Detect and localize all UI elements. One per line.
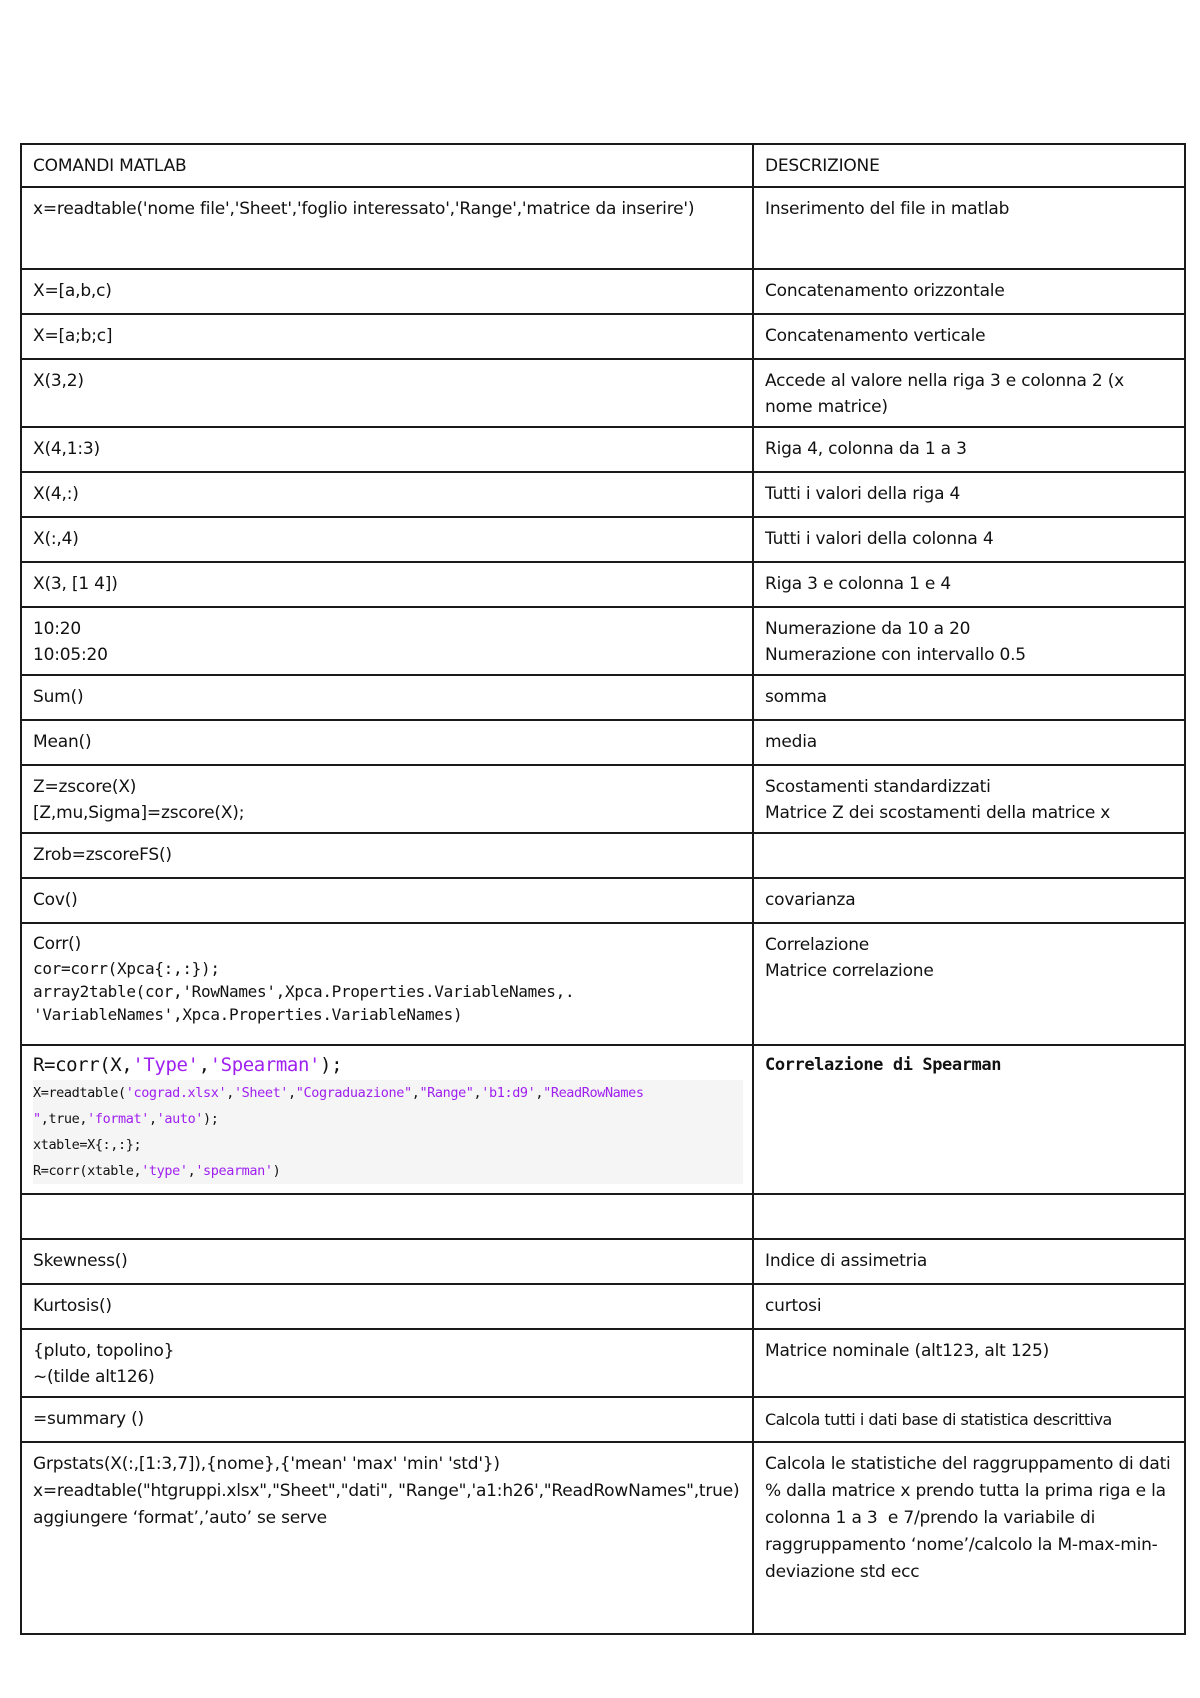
code-snippet: X=readtable('cograd.xlsx','Sheet',"Cograduazione","Range",'b1:d9',"ReadRowNames ",true,'format','auto'); xtable=X{:,:}; R=corr(xtable,'type','spearman') (33, 1080, 743, 1184)
command-cell: Sum() (21, 675, 753, 720)
table-row (21, 517, 1185, 562)
description-cell: curtosi (753, 1284, 1185, 1329)
description-cell: Calcola le statistiche del raggruppamento di dati % dalla matrice x prendo tutta la prima riga e la colonna 1 a 3 e 7/prendo la variabile di raggruppamento ‘nome’/calcolo la M-max-min-deviazione std ecc (753, 1442, 1185, 1634)
command-cell: X(3, [1 4]) (21, 562, 753, 607)
table-row (21, 1442, 1185, 1634)
command-cell: X(4,:) (21, 472, 753, 517)
table-row (21, 314, 1185, 359)
description-cell: Calcola tutti i dati base di statistica descrittiva (753, 1397, 1185, 1442)
table-row (21, 187, 1185, 269)
description-cell: Tutti i valori della riga 4 (753, 472, 1185, 517)
command-cell (21, 1045, 753, 1194)
command-cell: Z=zscore(X) [Z,mu,Sigma]=zscore(X); (21, 765, 753, 833)
table-row (21, 878, 1185, 923)
command-cell: 10:20 10:05:20 (21, 607, 753, 675)
table-row (21, 607, 1185, 675)
table-row (21, 472, 1185, 517)
table-row (21, 427, 1185, 472)
description-cell: Accede al valore nella riga 3 e colonna 2 (x nome matrice) (753, 359, 1185, 427)
command-cell: Zrob=zscoreFS() (21, 833, 753, 878)
table-row (21, 923, 1185, 1045)
description-cell: Concatenamento orizzontale (753, 269, 1185, 314)
table-row (21, 765, 1185, 833)
table-header-row (21, 144, 1185, 187)
command-cell: {pluto, topolino} ~(tilde alt126) (21, 1329, 753, 1397)
table-row (21, 359, 1185, 427)
description-cell: Correlazione Matrice correlazione (753, 923, 1185, 1045)
table-row (21, 1329, 1185, 1397)
table-row (21, 269, 1185, 314)
command-cell: x=readtable('nome file','Sheet','foglio interessato','Range','matrice da inserire') (21, 187, 753, 269)
header-description: DESCRIZIONE (753, 144, 1185, 187)
description-cell: Riga 3 e colonna 1 e 4 (753, 562, 1185, 607)
description-cell (753, 833, 1185, 878)
description-cell: Tutti i valori della colonna 4 (753, 517, 1185, 562)
command-cell: Kurtosis() (21, 1284, 753, 1329)
description-cell: Matrice nominale (alt123, alt 125) (753, 1329, 1185, 1397)
matlab-commands-table (20, 143, 1186, 1635)
command-cell: Corr() cor=corr(Xpca{:,:}); array2table(cor,'RowNames',Xpca.Properties.VariableNames,. 'VariableNames',Xpca.Properties.VariableNames) (21, 923, 753, 1045)
command-cell: Cov() (21, 878, 753, 923)
command-cell: Skewness() (21, 1239, 753, 1284)
description-cell: media (753, 720, 1185, 765)
command-cell: Grpstats(X(:,[1:3,7]),{nome},{'mean' 'max' 'min' 'std'}) x=readtable("htgruppi.xlsx","Sheet","dati", "Range",'a1:h26',"ReadRowNames",true) aggiungere ‘format’,’auto’ se serve (21, 1442, 753, 1634)
description-cell: Numerazione da 10 a 20 Numerazione con intervallo 0.5 (753, 607, 1185, 675)
header-commands: COMANDI MATLAB (21, 144, 753, 187)
description-cell: covarianza (753, 878, 1185, 923)
table-row (21, 1284, 1185, 1329)
command-cell: Mean() (21, 720, 753, 765)
table-row (21, 833, 1185, 878)
table-row-spearman (21, 1045, 1185, 1194)
table-row (21, 1397, 1185, 1442)
command-cell: X(3,2) (21, 359, 753, 427)
description-cell: Indice di assimetria (753, 1239, 1185, 1284)
description-cell: Concatenamento verticale (753, 314, 1185, 359)
command-cell: X=[a;b;c] (21, 314, 753, 359)
table-row (21, 1239, 1185, 1284)
description-cell: Scostamenti standardizzati Matrice Z dei scostamenti della matrice x (753, 765, 1185, 833)
command-cell: X(4,1:3) (21, 427, 753, 472)
table-row (21, 562, 1185, 607)
command-cell: X(:,4) (21, 517, 753, 562)
description-cell: Correlazione di Spearman (753, 1045, 1185, 1194)
description-cell: Riga 4, colonna da 1 a 3 (753, 427, 1185, 472)
spearman-title: R=corr(X,'Type','Spearman'); (33, 1054, 343, 1076)
description-cell (753, 1194, 1185, 1239)
description-cell: Inserimento del file in matlab (753, 187, 1185, 269)
command-cell (21, 1194, 753, 1239)
command-cell: X=[a,b,c) (21, 269, 753, 314)
description-cell: somma (753, 675, 1185, 720)
document-page (20, 143, 1184, 1635)
table-row (21, 720, 1185, 765)
table-row (21, 675, 1185, 720)
table-row-empty (21, 1194, 1185, 1239)
command-cell: =summary () (21, 1397, 753, 1442)
